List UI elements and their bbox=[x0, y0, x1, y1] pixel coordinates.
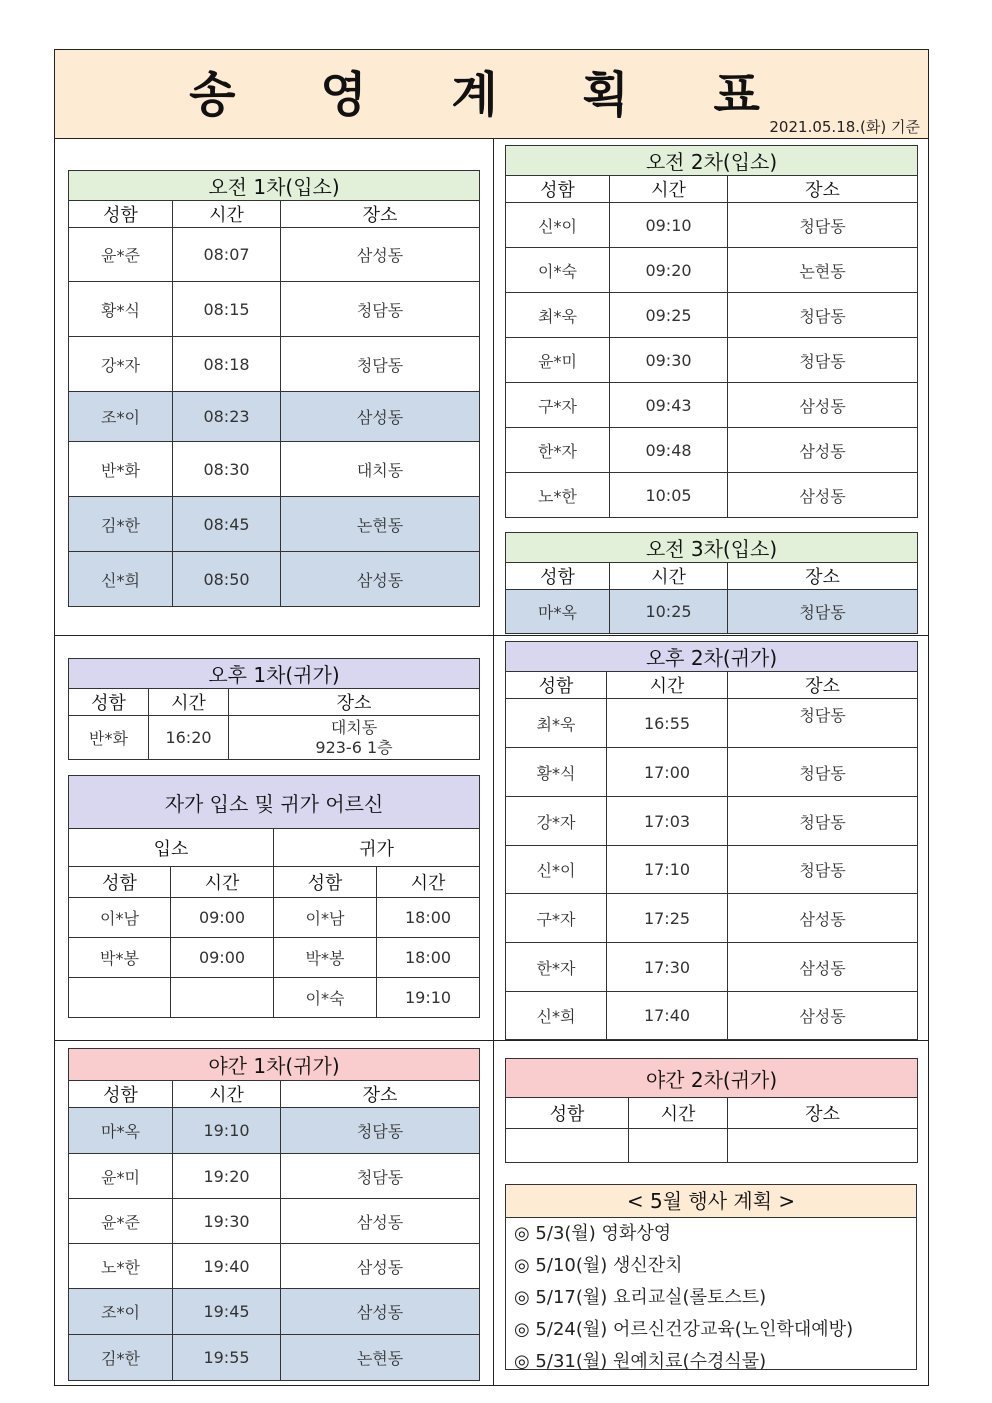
col-header-name: 성함 bbox=[506, 1098, 629, 1129]
page-title: 송 영 계 획 표 bbox=[189, 67, 794, 123]
cell-name: 한*자 bbox=[506, 943, 607, 992]
col-header-time: 시간 bbox=[629, 1098, 728, 1129]
cell-place: 논현동 bbox=[281, 1335, 480, 1381]
col-header-time: 시간 bbox=[173, 201, 281, 228]
cell-time bbox=[629, 1129, 728, 1163]
table-self bbox=[68, 775, 480, 1018]
cell-name: 반*화 bbox=[69, 442, 173, 497]
table-am3 bbox=[505, 532, 918, 634]
table-row bbox=[506, 992, 918, 1040]
cell-place: 삼성동 bbox=[281, 1289, 480, 1335]
col-header-time: 시간 bbox=[171, 867, 274, 898]
cell-place: 삼성동 bbox=[281, 552, 480, 607]
cell-time: 17:30 bbox=[607, 943, 728, 992]
place-line-1: 대치동 bbox=[330, 717, 378, 737]
cell-in-time: 09:00 bbox=[171, 938, 274, 978]
cell-time: 19:20 bbox=[173, 1154, 281, 1199]
cell-time: 19:30 bbox=[173, 1199, 281, 1244]
cell-time: 09:25 bbox=[610, 293, 728, 338]
header bbox=[55, 50, 928, 139]
cell-name: 반*화 bbox=[69, 716, 149, 760]
table-row bbox=[506, 473, 918, 518]
cell-name: 신*이 bbox=[506, 203, 610, 248]
event-item: ◎ 5/10(월) 생신잔치 bbox=[514, 1255, 683, 1276]
cell-time: 10:05 bbox=[610, 473, 728, 518]
event-item: ◎ 5/17(월) 요리교실(롤토스트) bbox=[514, 1287, 767, 1308]
col-header-name: 성함 bbox=[506, 563, 610, 590]
table-night1 bbox=[68, 1048, 480, 1381]
cell-time: 09:10 bbox=[610, 203, 728, 248]
cell-place: 삼성동 bbox=[728, 943, 918, 992]
cell-name: 조*이 bbox=[69, 1289, 173, 1335]
table-row bbox=[506, 1129, 918, 1163]
cell-name: 구*자 bbox=[506, 894, 607, 943]
table-row bbox=[69, 337, 480, 392]
cell-time: 08:07 bbox=[173, 228, 281, 282]
col-header-time: 시간 bbox=[607, 672, 728, 699]
table-row-highlight bbox=[506, 590, 918, 634]
table-pm2 bbox=[505, 641, 918, 1040]
table-row-highlight bbox=[69, 392, 480, 442]
table-caption: 야간 2차(귀가) bbox=[506, 1059, 918, 1098]
cell-time: 08:23 bbox=[173, 392, 281, 442]
table-row bbox=[69, 1244, 480, 1289]
col-group-in: 입소 bbox=[69, 829, 274, 867]
col-header-place: 장소 bbox=[728, 563, 918, 590]
place-line-2: 923-6 1층 bbox=[315, 737, 393, 757]
cell-place: 청담동 bbox=[281, 1108, 480, 1154]
cell-name: 강*자 bbox=[69, 337, 173, 392]
cell-place: 청담동 bbox=[728, 846, 918, 894]
cell-time: 19:40 bbox=[173, 1244, 281, 1289]
cell-place: 삼성동 bbox=[281, 392, 480, 442]
cell-place bbox=[728, 1129, 918, 1163]
cell-place: 삼성동 bbox=[728, 894, 918, 943]
cell-time: 09:30 bbox=[610, 338, 728, 383]
cell-place: 논현동 bbox=[728, 248, 918, 293]
cell-name: 윤*미 bbox=[69, 1154, 173, 1199]
cell-time: 17:25 bbox=[607, 894, 728, 943]
cell-out-name: 이*숙 bbox=[274, 978, 377, 1018]
table-row bbox=[506, 248, 918, 293]
row-divider bbox=[493, 635, 928, 636]
cell-place: 대치동 bbox=[281, 442, 480, 497]
cell-name: 구*자 bbox=[506, 383, 610, 428]
cell-place: 삼성동 bbox=[281, 1199, 480, 1244]
table-row bbox=[506, 203, 918, 248]
cell-name: 윤*준 bbox=[69, 1199, 173, 1244]
cell-out-time: 18:00 bbox=[377, 898, 480, 938]
table-row bbox=[69, 1154, 480, 1199]
table-row bbox=[69, 938, 480, 978]
col-header-place: 장소 bbox=[728, 176, 918, 203]
cell-place: 청담동 bbox=[728, 203, 918, 248]
table-row-highlight bbox=[69, 1108, 480, 1154]
cell-name: 조*이 bbox=[69, 392, 173, 442]
cell-place: 삼성동 bbox=[281, 228, 480, 282]
table-row bbox=[506, 338, 918, 383]
event-item: ◎ 5/3(월) 영화상영 bbox=[514, 1223, 672, 1244]
table-row bbox=[506, 699, 918, 748]
table-row bbox=[69, 282, 480, 337]
col-header-name: 성함 bbox=[506, 672, 607, 699]
cell-name: 신*희 bbox=[506, 992, 607, 1040]
cell-place: 청담동 bbox=[728, 699, 918, 748]
cell-time: 08:15 bbox=[173, 282, 281, 337]
table-row-highlight bbox=[69, 1335, 480, 1381]
cell-in-time: 09:00 bbox=[171, 898, 274, 938]
cell-name: 윤*준 bbox=[69, 228, 173, 282]
cell-name: 김*한 bbox=[69, 497, 173, 552]
cell-time: 09:20 bbox=[610, 248, 728, 293]
table-row bbox=[506, 943, 918, 992]
col-header-time: 시간 bbox=[149, 689, 229, 716]
cell-place: 청담동 bbox=[728, 338, 918, 383]
cell-time: 16:20 bbox=[149, 716, 229, 760]
cell-name: 노*한 bbox=[506, 473, 610, 518]
cell-place: 논현동 bbox=[281, 497, 480, 552]
table-caption: 오전 2차(입소) bbox=[506, 146, 918, 176]
cell-time: 08:18 bbox=[173, 337, 281, 392]
row-divider bbox=[55, 635, 493, 636]
cell-out-time: 18:00 bbox=[377, 938, 480, 978]
cell-name: 신*희 bbox=[69, 552, 173, 607]
col-header-name: 성함 bbox=[69, 1081, 173, 1108]
cell-time: 09:43 bbox=[610, 383, 728, 428]
cell-time: 17:03 bbox=[607, 797, 728, 846]
cell-name: 이*숙 bbox=[506, 248, 610, 293]
cell-name: 마*옥 bbox=[506, 590, 610, 634]
col-header-place: 장소 bbox=[229, 689, 480, 716]
cell-place: 청담동 bbox=[281, 282, 480, 337]
cell-time: 17:10 bbox=[607, 846, 728, 894]
table-row bbox=[69, 1199, 480, 1244]
cell-name: 김*한 bbox=[69, 1335, 173, 1381]
col-header-time: 시간 bbox=[610, 176, 728, 203]
cell-time: 17:00 bbox=[607, 748, 728, 797]
cell-name: 한*자 bbox=[506, 428, 610, 473]
cell-place bbox=[229, 716, 480, 760]
cell-name: 신*이 bbox=[506, 846, 607, 894]
cell-place: 청담동 bbox=[281, 337, 480, 392]
table-night2 bbox=[505, 1058, 918, 1163]
table-caption: 자가 입소 및 귀가 어르신 bbox=[69, 776, 480, 829]
column-divider bbox=[493, 138, 494, 1386]
cell-name: 황*식 bbox=[506, 748, 607, 797]
table-row bbox=[506, 383, 918, 428]
col-header-name: 성함 bbox=[69, 689, 149, 716]
table-row bbox=[69, 228, 480, 282]
col-header-name: 성함 bbox=[506, 176, 610, 203]
cell-in-time bbox=[171, 978, 274, 1018]
table-row-highlight bbox=[69, 1289, 480, 1335]
cell-name: 황*식 bbox=[69, 282, 173, 337]
col-header-name: 성함 bbox=[69, 201, 173, 228]
table-row bbox=[506, 428, 918, 473]
cell-name: 최*욱 bbox=[506, 293, 610, 338]
table-row bbox=[506, 748, 918, 797]
table-row bbox=[69, 442, 480, 497]
cell-place: 삼성동 bbox=[728, 428, 918, 473]
cell-time: 08:45 bbox=[173, 497, 281, 552]
table-row-highlight bbox=[69, 552, 480, 607]
cell-time: 17:40 bbox=[607, 992, 728, 1040]
col-header-time: 시간 bbox=[377, 867, 480, 898]
cell-out-name: 박*봉 bbox=[274, 938, 377, 978]
col-header-name: 성함 bbox=[69, 867, 171, 898]
cell-time: 08:50 bbox=[173, 552, 281, 607]
row-divider bbox=[55, 1040, 928, 1041]
cell-place: 청담동 bbox=[728, 797, 918, 846]
col-group-out: 귀가 bbox=[274, 829, 480, 867]
col-header-name: 성함 bbox=[274, 867, 377, 898]
table-row bbox=[506, 293, 918, 338]
cell-time: 10:25 bbox=[610, 590, 728, 634]
col-header-place: 장소 bbox=[281, 201, 480, 228]
cell-out-time: 19:10 bbox=[377, 978, 480, 1018]
event-item: ◎ 5/24(월) 어르신건강교육(노인학대예방) bbox=[514, 1319, 854, 1340]
cell-place: 청담동 bbox=[728, 748, 918, 797]
cell-time: 09:48 bbox=[610, 428, 728, 473]
table-row bbox=[69, 978, 480, 1018]
cell-name: 윤*미 bbox=[506, 338, 610, 383]
cell-place: 청담동 bbox=[728, 293, 918, 338]
cell-place: 청담동 bbox=[281, 1154, 480, 1199]
cell-out-name: 이*남 bbox=[274, 898, 377, 938]
cell-in-name: 박*봉 bbox=[69, 938, 171, 978]
table-am1 bbox=[68, 170, 480, 607]
events-box bbox=[505, 1184, 917, 1370]
event-item: ◎ 5/31(월) 원예치료(수경식물) bbox=[514, 1351, 767, 1372]
cell-time: 08:30 bbox=[173, 442, 281, 497]
table-row bbox=[506, 797, 918, 846]
col-header-place: 장소 bbox=[728, 672, 918, 699]
table-row bbox=[69, 716, 480, 760]
table-row bbox=[506, 846, 918, 894]
reference-date: 2021.05.18.(화) 기준 bbox=[769, 118, 920, 136]
cell-name: 노*한 bbox=[69, 1244, 173, 1289]
table-am2 bbox=[505, 145, 918, 518]
col-header-time: 시간 bbox=[610, 563, 728, 590]
table-caption: 야간 1차(귀가) bbox=[69, 1049, 480, 1081]
cell-place: 청담동 bbox=[728, 590, 918, 634]
col-header-time: 시간 bbox=[173, 1081, 281, 1108]
table-row bbox=[69, 898, 480, 938]
cell-in-name bbox=[69, 978, 171, 1018]
cell-name bbox=[506, 1129, 629, 1163]
cell-time: 19:55 bbox=[173, 1335, 281, 1381]
cell-time: 19:10 bbox=[173, 1108, 281, 1154]
table-caption: 오전 1차(입소) bbox=[69, 171, 480, 201]
table-row bbox=[506, 894, 918, 943]
cell-in-name: 이*남 bbox=[69, 898, 171, 938]
cell-place: 삼성동 bbox=[281, 1244, 480, 1289]
col-header-place: 장소 bbox=[728, 1098, 918, 1129]
events-title: < 5월 행사 계획 > bbox=[506, 1185, 916, 1218]
cell-name: 강*자 bbox=[506, 797, 607, 846]
cell-place: 삼성동 bbox=[728, 473, 918, 518]
table-pm1 bbox=[68, 658, 480, 760]
cell-time: 19:45 bbox=[173, 1289, 281, 1335]
table-caption: 오후 1차(귀가) bbox=[69, 659, 480, 689]
cell-place: 삼성동 bbox=[728, 383, 918, 428]
table-row-highlight bbox=[69, 497, 480, 552]
cell-name: 최*욱 bbox=[506, 699, 607, 748]
cell-place: 삼성동 bbox=[728, 992, 918, 1040]
table-caption: 오후 2차(귀가) bbox=[506, 642, 918, 672]
table-caption: 오전 3차(입소) bbox=[506, 533, 918, 563]
cell-name: 마*옥 bbox=[69, 1108, 173, 1154]
cell-time: 16:55 bbox=[607, 699, 728, 748]
col-header-place: 장소 bbox=[281, 1081, 480, 1108]
